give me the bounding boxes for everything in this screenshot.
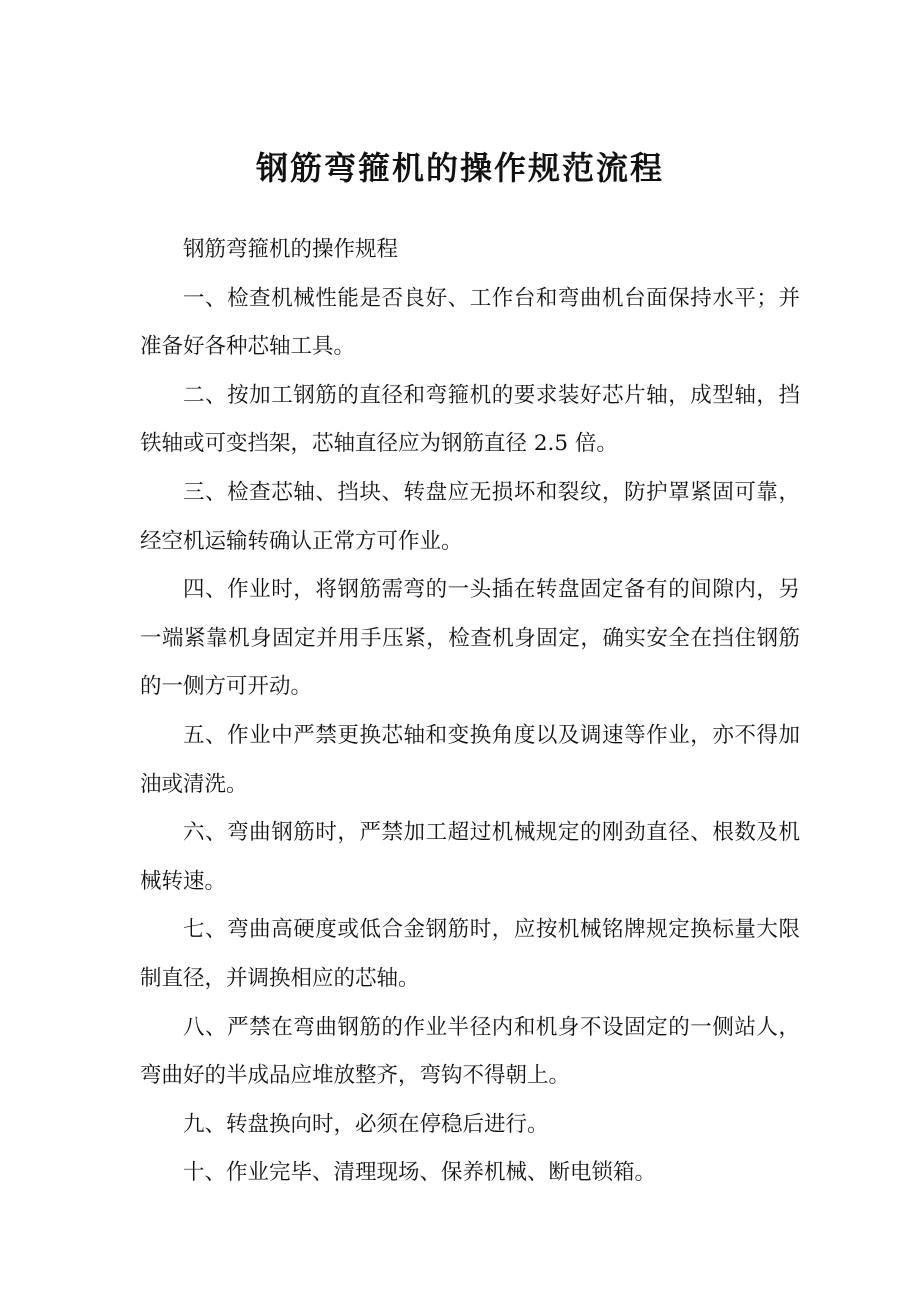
paragraph-4: 四、作业时，将钢筋需弯的一头插在转盘固定备有的间隙内，另一端紧靠机身固定并用手压紧，检查机身固定，确实安全在挡住钢筋的一侧方可开动。: [140, 577, 800, 700]
paragraph-5: 五、作业中严禁更换芯轴和变换角度以及调速等作业，亦不得加油或清洗。: [140, 722, 800, 797]
paragraph-1: 一、检查机械性能是否良好、工作台和弯曲机台面保持水平；并准备好各种芯轴工具。: [140, 285, 800, 360]
paragraph-6: 六、弯曲钢筋时，严禁加工超过机械规定的刚劲直径、根数及机械转速。: [140, 820, 800, 894]
paragraph-10: 十、作业完毕、清理现场、保养机械、断电锁箱。: [183, 1160, 657, 1186]
paragraph-9: 九、转盘换向时，必须在停稳后进行。: [183, 1111, 549, 1137]
paragraph-2: 二、按加工钢筋的直径和弯箍机的要求装好芯片轴，成型轴，挡铁轴或可变挡架，芯轴直径应为钢筋直径 2.5 倍。: [140, 382, 800, 457]
subtitle-paragraph: 钢筋弯箍机的操作规程: [183, 237, 399, 262]
document-title: 钢筋弯箍机的操作规范流程: [255, 149, 664, 187]
document-body: [140, 226, 800, 1198]
paragraph-7: 七、弯曲高硬度或低合金钢筋时，应按机械铭牌规定换标量大限制直径，并调换相应的芯轴。: [140, 917, 800, 991]
paragraph-3: 三、检查芯轴、挡块、转盘应无损坏和裂纹，防护罩紧固可靠，经空机运输转确认正常方可作业。: [140, 479, 800, 554]
paragraph-8: 八、严禁在弯曲钢筋的作业半径内和机身不设固定的一侧站人，弯曲好的半成品应堆放整齐，弯钩不得朝上。: [140, 1014, 800, 1089]
